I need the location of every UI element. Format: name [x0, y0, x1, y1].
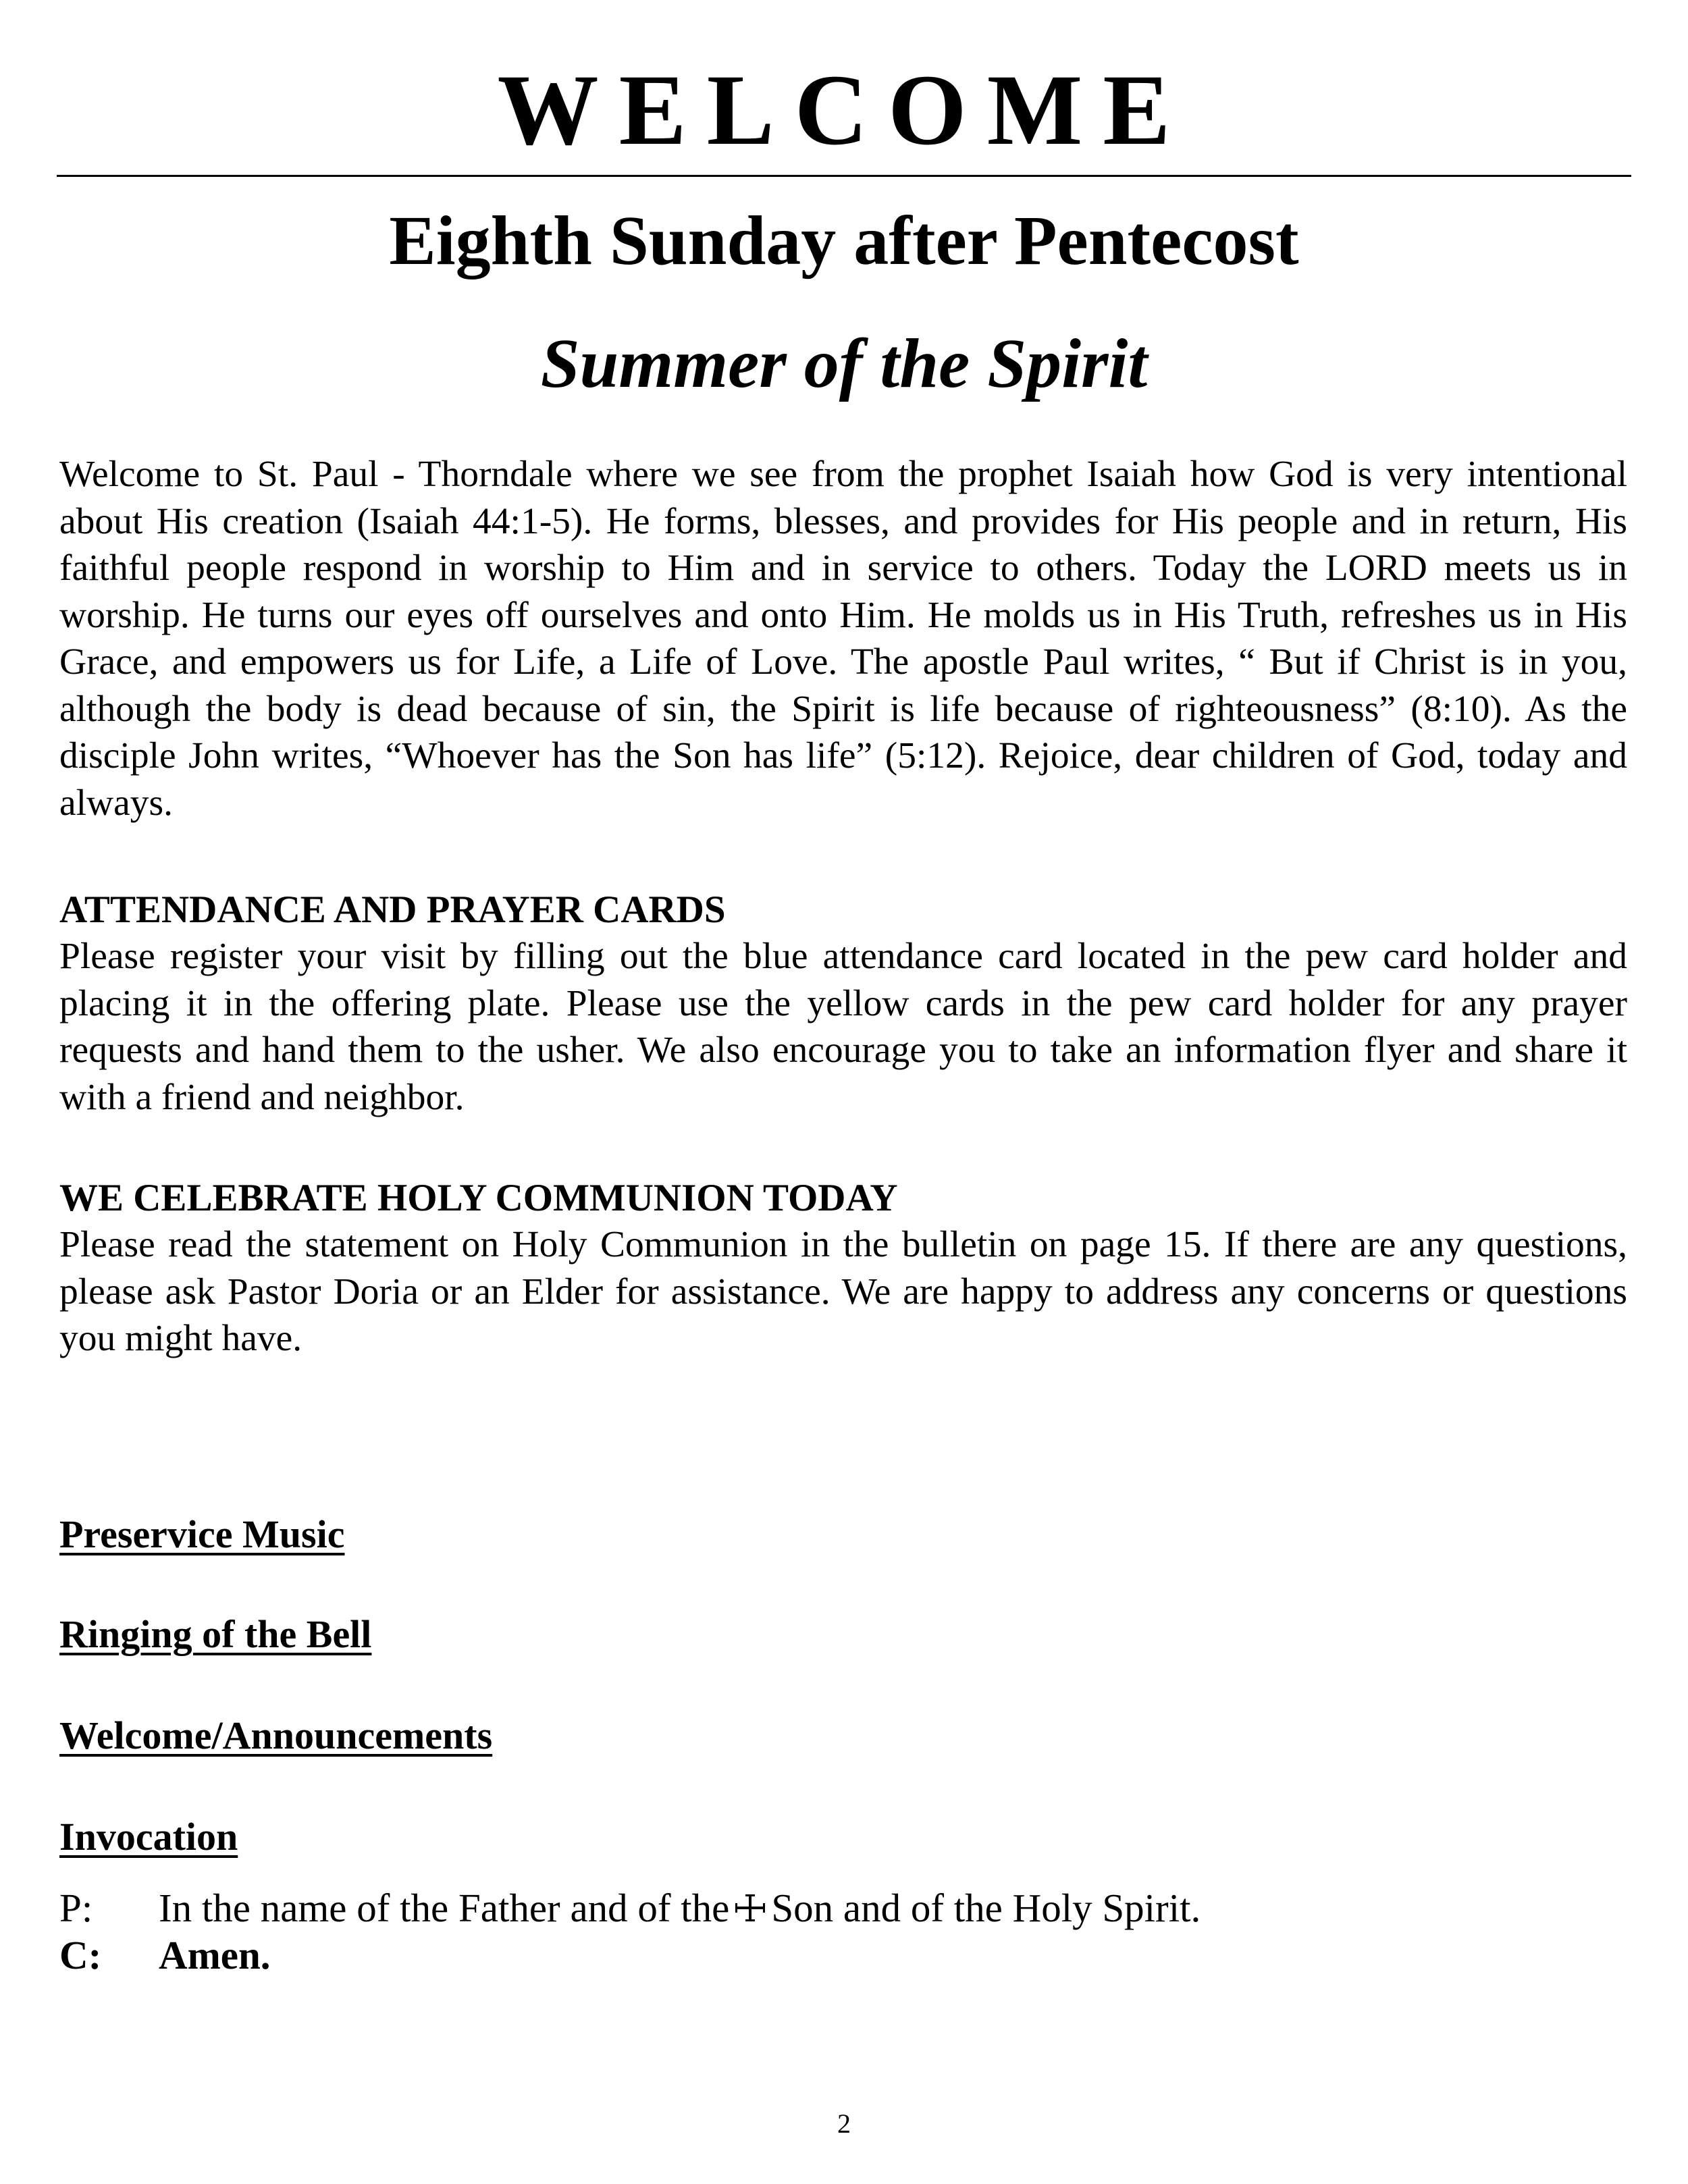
preservice-music-heading: Preservice Music [59, 1512, 345, 1556]
attendance-heading: ATTENDANCE AND PRAYER CARDS [59, 888, 726, 931]
cross-icon [733, 1885, 767, 1915]
welcome-paragraph: Welcome to St. Paul - Thorndale where we see from the prophet Isaiah how God is very intentional about His creation (Isaiah 44:1-5). He forms, blesses, and provides for His people and in return, His faithful people respond in worship to Him and in service to others. Today the LORD meets us in worship. He turns our eyes off ourselves and onto Him. He molds us in His Truth, refreshes us in His Grace, and empowers us for Life, a Life of Love. The apostle Paul writes, “ But if Christ is in you, although the body is dead because of sin, the Spirit is life because of righteousness” (8:10). As the disciple John writes, “Whoever has the Son has life” (5:12). Rejoice, dear children of God, today and always. [59, 454, 1627, 824]
welcome-title: WELCOME [497, 54, 1191, 166]
sunday-title: Eighth Sunday after Pentecost [389, 202, 1299, 279]
invocation-heading: Invocation [59, 1815, 238, 1859]
theme-title: Summer of the Spirit [540, 325, 1148, 402]
pastor-label: P: [59, 1886, 93, 1930]
communion-paragraph: Please read the statement on Holy Communion in the bulletin on page 15. If there are any questions, please ask Pastor Doria or an Elder for assistance. We are happy to address any concerns or questions you might have. [59, 1224, 1627, 1359]
pastor-text-after: Son and of the Holy Spirit. [771, 1886, 1201, 1930]
ringing-of-bell-heading: Ringing of the Bell [59, 1612, 372, 1656]
pastor-line [59, 1884, 1201, 1932]
congregation-line [59, 1931, 271, 1979]
congregation-text: Amen. [159, 1933, 271, 1977]
page-number: 2 [837, 2108, 851, 2139]
attendance-paragraph: Please register your visit by filling out the blue attendance card located in the pew card holder and placing it in the offering plate. Please use the yellow cards in the pew card holder for any prayer requests and hand them to the usher. We also encourage you to take an information flyer and share it with a friend and neighbor. [59, 936, 1627, 1118]
announcements-heading: Welcome/Announcements [59, 1713, 493, 1757]
title-divider [57, 175, 1631, 177]
congregation-label: C: [59, 1933, 102, 1977]
communion-heading: WE CELEBRATE HOLY COMMUNION TODAY [59, 1177, 898, 1219]
pastor-text-before: In the name of the Father and of the [159, 1886, 730, 1930]
